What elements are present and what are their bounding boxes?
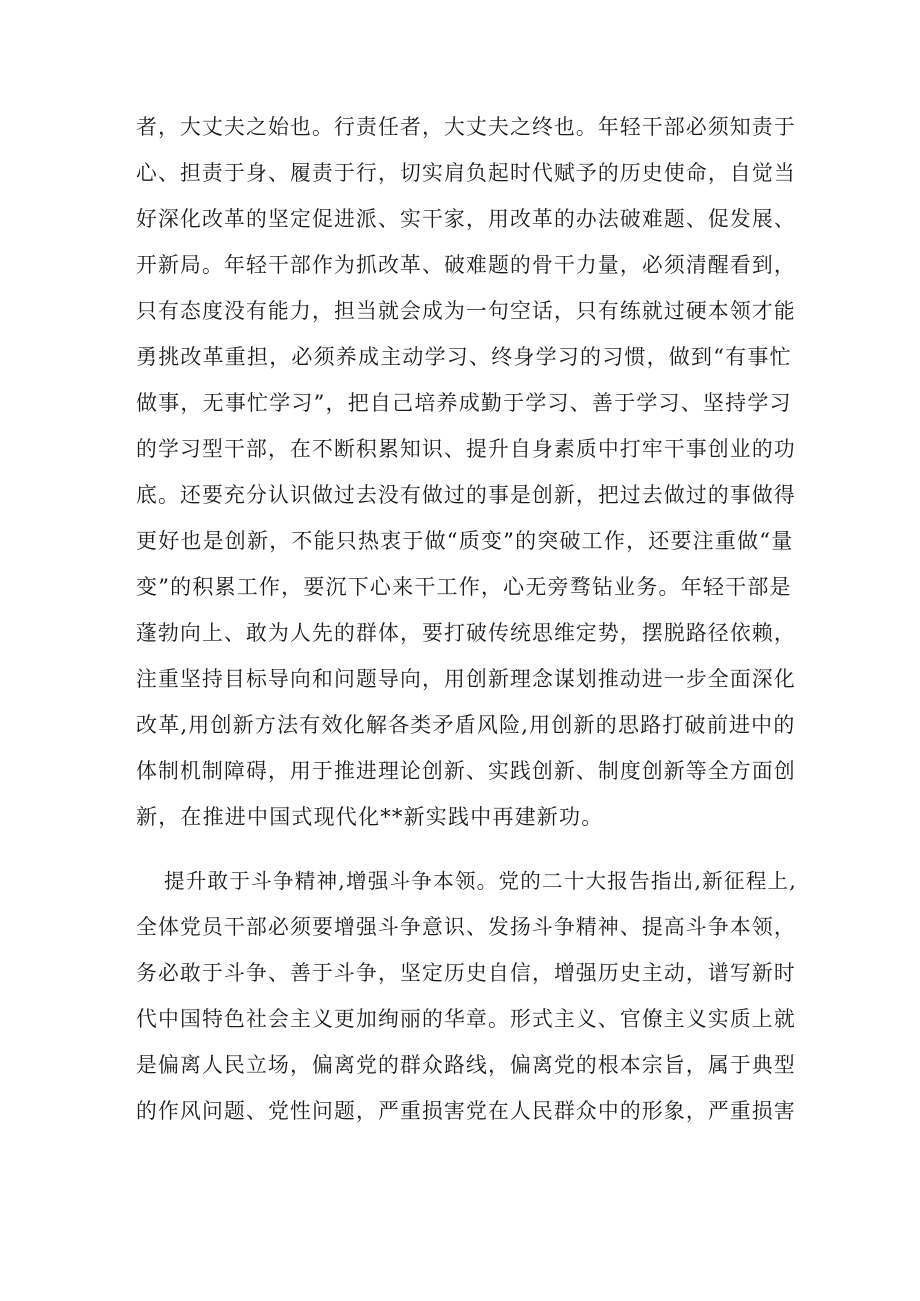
text-line: 好深化改革的坚定促进派、实干家，用改革的办法破难题、促发展、 (136, 207, 796, 231)
text-line: 务必敢于斗争、善于斗争，坚定历史自信，增强历史主动，谱写新时 (136, 961, 796, 985)
text-line: 更好也是创新，不能只热衷于做“质变”的突破工作，还要注重做“量 (136, 529, 794, 553)
text-line: 底。还要充分认识做过去没有做过的事是创新，把过去做过的事做得 (136, 483, 796, 507)
text-line: 蓬勃向上、敢为人先的群体，要打破传统思维定势，摆脱路径依赖， (136, 621, 796, 645)
text-line: 的学习型干部，在不断积累知识、提升自身素质中打牢干事创业的功 (136, 437, 796, 461)
text-line: 勇挑改革重担，必须养成主动学习、终身学习的习惯，做到“有事忙 (136, 345, 792, 369)
text-line: 只有态度没有能力，担当就会成为一句空话，只有练就过硬本领才能 (136, 299, 796, 323)
text-line: 体制机制障碍，用于推进理论创新、实践创新、制度创新等全方面创 (136, 759, 796, 783)
text-line: 全体党员干部必须要增强斗争意识、发扬斗争精神、提高斗争本领， (136, 915, 796, 939)
text-line: 新，在推进中国式现代化**新实践中再建新功。 (136, 805, 604, 829)
text-line: 心、担责于身、履责于行，切实肩负起时代赋予的历史使命，自觉当 (136, 161, 796, 185)
text-line: 者，大丈夫之始也。行责任者，大丈夫之终也。年轻干部必须知责于 (136, 115, 796, 139)
text-line: 提升敢于斗争精神,增强斗争本领。党的二十大报告指出,新征程上, (164, 869, 798, 893)
text-line: 做事，无事忙学习”，把自己培养成勤于学习、善于学习、坚持学习 (136, 391, 792, 415)
text-line: 是偏离人民立场，偏离党的群众路线，偏离党的根本宗旨，属于典型 (136, 1053, 796, 1077)
text-line: 改革,用创新方法有效化解各类矛盾风险,用创新的思路打破前进中的 (136, 713, 796, 737)
text-line: 的作风问题、党性问题，严重损害党在人民群众中的形象，严重损害 (136, 1099, 796, 1123)
text-line: 开新局。年轻干部作为抓改革、破难题的骨干力量，必须清醒看到， (136, 253, 796, 277)
text-line: 变”的积累工作，要沉下心来干工作，心无旁骛钻业务。年轻干部是 (136, 575, 792, 599)
text-line: 注重坚持目标导向和问题导向，用创新理念谋划推动进一步全面深化 (136, 667, 796, 691)
text-line: 代中国特色社会主义更加绚丽的华章。形式主义、官僚主义实质上就 (136, 1007, 796, 1031)
